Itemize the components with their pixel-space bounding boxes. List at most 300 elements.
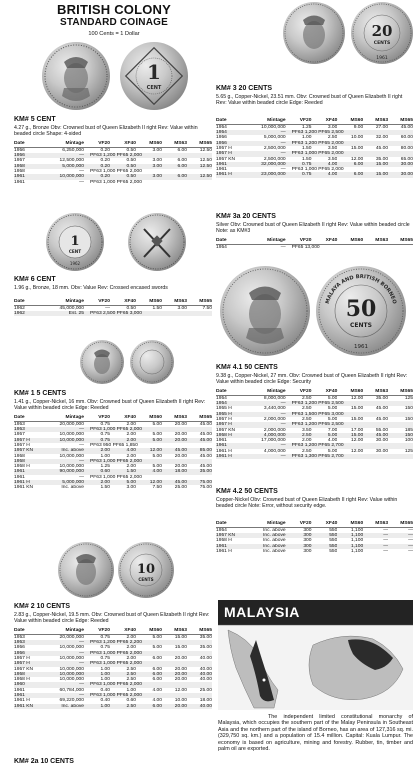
table-cell: PF63 1,200 PF65 2,200 — [84, 640, 212, 645]
table-cell: 2.00 — [84, 448, 110, 453]
column-header: MS65 — [187, 415, 212, 421]
km3a-description: Silver Obv: Crowned bust of Queen Elizabeth II right Rev: Value within beaded circle Note: as KM#3 — [216, 222, 410, 235]
table-cell: 1958 — [14, 459, 44, 464]
table-cell: — — [408, 527, 413, 533]
table-cell: 0.75 — [84, 438, 110, 443]
table-cell: — — [44, 693, 84, 698]
table-cell: 1.25 — [100, 464, 110, 470]
table-cell: 45.00 — [187, 438, 212, 443]
table-cell: 6.00 — [152, 666, 162, 672]
column-header: Date — [14, 415, 44, 421]
table-cell: 1955 H — [216, 406, 232, 412]
table-cell: 3.00 — [126, 485, 136, 491]
column-header: XF40 — [110, 415, 136, 421]
table-cell: PF63 1,000 PF65 2,000 — [90, 168, 142, 174]
table-row — [14, 485, 212, 490]
table-cell: 32,000,000 — [246, 162, 286, 167]
table-cell: PF63 1,200 PF65 2,000 — [84, 153, 212, 158]
km42-title: KM# 4.2 50 CENTS — [216, 488, 278, 495]
table-cell: 1962 — [14, 305, 25, 311]
table-cell: 18.00 — [162, 469, 187, 474]
table-cell: 1956 — [14, 153, 44, 158]
table-cell: 1961 — [216, 167, 227, 173]
column-header: MS63 — [162, 415, 187, 421]
table-cell: PF63 950 PF65 1,850 — [90, 442, 138, 448]
table-cell: 15.00 — [350, 406, 364, 412]
right-column — [216, 0, 414, 767]
table-cell: 15.00 — [174, 645, 187, 651]
table-cell: 6.00 — [337, 162, 363, 167]
km6-table — [14, 299, 212, 316]
table-cell: 1.00 — [301, 135, 312, 141]
table-cell: 6,250,000 — [62, 147, 84, 153]
table-cell: 0.60 — [84, 469, 110, 474]
table-cell: 1954 — [216, 527, 227, 533]
column-header: Mintage — [44, 415, 84, 421]
table-cell: 0.75 — [100, 645, 110, 651]
table-cell: 2.00 — [126, 655, 136, 661]
table-cell: Inc. above — [263, 527, 286, 533]
table-row — [216, 454, 413, 459]
km5-description: 4.27 g., Bronze Obv: Crowned bust of Queen Elizabeth II right Rev: Value within beaded circle Shape: 4-sided — [14, 125, 198, 138]
table-cell: 550 — [312, 544, 338, 549]
column-header: VF20 — [286, 118, 312, 124]
table-cell: 1957 KN — [216, 533, 246, 538]
table-cell: 0.20 — [84, 164, 110, 169]
table-cell: 6.00 — [136, 704, 162, 709]
table-cell: 5.00 — [327, 395, 338, 401]
table-cell: 18.00 — [199, 698, 212, 704]
table-cell: 1957 H — [14, 661, 44, 666]
km1-title: KM# 1 5 CENTS — [14, 390, 67, 397]
table-cell: Inc. above — [263, 548, 286, 554]
table-cell: 1.00 — [100, 453, 110, 459]
table-cell: 15.00 — [174, 634, 187, 640]
table-cell: 1957 H — [216, 151, 246, 156]
column-header: MS60 — [337, 238, 363, 244]
table-cell: 2.00 — [301, 438, 312, 444]
table-cell: 10,000,000 — [59, 645, 84, 651]
table-cell: 0.75 — [286, 162, 312, 167]
table-cell: 1,100 — [350, 527, 364, 533]
table-cell: 3.00 — [136, 174, 162, 179]
table-cell: 300 — [303, 527, 312, 533]
table-cell: 2,500,000 — [263, 156, 286, 162]
fifty-cents-value: 50 — [345, 296, 377, 322]
table-cell: 3.00 — [136, 164, 162, 169]
coin-km5-reverse — [120, 42, 188, 110]
table-cell: 5.00 — [136, 438, 162, 443]
table-cell: 0.75 — [100, 421, 110, 427]
table-cell: 1954 — [216, 130, 246, 135]
table-cell: 20.00 — [174, 655, 187, 661]
table-cell: — — [44, 682, 84, 687]
column-header: VF20 — [286, 238, 312, 244]
km3-description: 5.65 g., Copper-Nickel, 23.51 mm. Obv: Crowned bust of Queen Elizabeth II right Rev: Value within beaded circle Edge: Reeded — [216, 94, 403, 107]
table-cell: 2.50 — [110, 672, 136, 677]
table-cell: 45.00 — [400, 124, 413, 130]
table-cell: 550 — [312, 533, 338, 538]
table-cell: PF63 1,200 PF65 2,500 — [286, 422, 413, 427]
table-cell: PF63 1,200 PF65 2,500 — [286, 130, 413, 135]
table-cell: 1.00 — [84, 672, 110, 677]
table-cell: 1958 — [14, 672, 44, 677]
km2a-title: KM# 2a 10 CENTS — [14, 758, 74, 765]
km41-title: KM# 4.1 50 CENTS — [216, 364, 278, 371]
fifty-cents-year: 1961 — [354, 344, 368, 350]
table-cell: 6.00 — [152, 655, 162, 661]
column-header: Mintage — [246, 118, 286, 124]
column-header: MS65 — [388, 238, 413, 244]
twenty-cents-value: 20 — [371, 22, 393, 40]
table-cell: 1958 — [14, 168, 25, 174]
column-header: MS65 — [187, 299, 212, 305]
table-cell: 550 — [329, 548, 338, 554]
table-cell: 2.00 — [84, 480, 110, 485]
table-cell: 1961 — [216, 544, 246, 549]
table-cell: 1961 H — [216, 548, 232, 554]
column-header: XF40 — [312, 521, 338, 527]
table-cell: 6.00 — [177, 147, 187, 153]
table-cell: — — [383, 527, 389, 533]
one-cent-round-value: 1 — [70, 234, 80, 249]
table-cell: Est. 25 — [44, 311, 84, 316]
column-header: Mintage — [44, 628, 84, 634]
table-cell: 0.50 — [126, 305, 136, 311]
ten-cents-unit: CENTS — [138, 577, 154, 582]
table-cell: 1960 — [14, 682, 44, 687]
table-cell: — — [44, 651, 84, 656]
coin-km3-reverse — [351, 2, 413, 64]
table-cell: 6.00 — [152, 677, 162, 683]
table-cell: 45.00 — [199, 432, 212, 438]
table-cell: 1954 — [216, 244, 227, 250]
ten-cents-value: 10 — [136, 562, 156, 577]
queen-portrait-icon — [42, 42, 110, 110]
table-cell: — — [79, 168, 84, 174]
table-cell: 3.00 — [327, 124, 338, 130]
table-cell: 1962 — [14, 311, 44, 316]
table-cell: 30.00 — [375, 438, 389, 444]
table-cell: 85.00 — [187, 448, 212, 453]
column-header: MS65 — [388, 118, 413, 124]
table-cell: 2.50 — [126, 666, 136, 672]
table-cell: 45.00 — [199, 453, 212, 459]
km2-table — [14, 628, 212, 709]
column-header: Date — [14, 628, 44, 634]
coin-km4-obverse — [220, 266, 310, 356]
km3a-title: KM# 3a 20 CENTS — [216, 213, 276, 220]
table-cell: 0.75 — [100, 432, 110, 438]
table-cell: 5.00 — [327, 416, 338, 422]
table-cell: 1957 KN — [216, 427, 236, 433]
table-cell: 10,000,000 — [261, 124, 286, 130]
table-cell: 5.00 — [327, 406, 338, 412]
table-cell: — — [246, 130, 286, 135]
table-cell: 25.00 — [199, 687, 212, 693]
table-cell: 1958 — [14, 453, 25, 459]
table-cell: 1.50 — [301, 145, 312, 151]
table-cell: 125 — [404, 395, 413, 401]
table-cell: 0.60 — [126, 698, 136, 704]
table-cell: 1955 H — [216, 412, 246, 417]
column-header: MS65 — [187, 141, 212, 147]
km41-table — [216, 389, 413, 459]
table-cell: 0.20 — [100, 147, 110, 153]
malaya-legend: MALAYA AND BRITISH BORNEO — [324, 273, 398, 305]
table-cell: 1.25 — [301, 124, 312, 130]
table-cell: 55.00 — [375, 427, 389, 433]
table-cell: PF63 1,000 PF65 2,000 — [286, 151, 413, 156]
table-cell: 12.00 — [350, 395, 364, 401]
column-header: VF20 — [84, 415, 110, 421]
table-cell: 6.00 — [177, 158, 187, 164]
malaysia-description: The independent limited constitutional monarchy of Malaysia, which occupies the southern part of the Malay Peninsula in Southeast Asia and the northern part of the island of Borneo, has an area of 127,316 sq. mi. (329,750 sq. km.) and a population of 15.4 million. Capital: Kuala Lumpur. The economy is based on agriculture, mining and forestry. Rubber, tin, timber and palm oil are exported. — [218, 714, 413, 753]
table-cell: 3.00 — [152, 158, 162, 164]
table-cell: PF63 1,500 PF65 3,000 — [286, 412, 413, 417]
table-cell: 1954 — [216, 395, 227, 401]
table-cell: 2.00 — [126, 421, 136, 427]
table-cell: 45.00 — [162, 480, 187, 485]
table-cell: 4.00 — [110, 448, 136, 453]
column-header: MS60 — [337, 118, 363, 124]
one-cent-square-value: 1 — [147, 60, 161, 84]
table-cell: 4.00 — [312, 162, 338, 167]
table-cell: — — [280, 167, 286, 173]
table-cell: PF63 1,000 PF65 2,000 — [90, 474, 142, 480]
table-cell: 20,000,000 — [59, 634, 84, 640]
km42-table — [216, 521, 413, 554]
table-cell: 5,000,000 — [44, 164, 84, 169]
table-cell: 1961 — [14, 469, 44, 474]
table-cell: 1961 — [14, 174, 44, 179]
table-cell: 1.50 — [110, 469, 136, 474]
table-cell: Inc. above — [263, 538, 286, 544]
table-row — [14, 180, 212, 185]
column-header: MS63 — [363, 118, 388, 124]
column-header: XF40 — [312, 118, 338, 124]
table-cell: 3.50 — [327, 156, 338, 162]
table-cell: — — [44, 153, 84, 158]
table-cell: 30.00 — [388, 162, 413, 167]
table-cell: 35.00 — [375, 156, 389, 162]
table-cell: 185 — [404, 427, 413, 433]
table-cell: 80.00 — [400, 145, 413, 151]
table-cell: 125 — [404, 448, 413, 454]
table-cell: 30.00 — [375, 448, 389, 454]
table-cell: 12.00 — [174, 687, 187, 693]
column-header: MS60 — [136, 415, 162, 421]
table-cell: 12.50 — [199, 158, 212, 164]
table-cell: — — [246, 401, 286, 406]
table-cell: 45.00 — [363, 433, 388, 438]
table-cell: Inc. above — [44, 448, 84, 453]
table-cell: 300 — [303, 548, 312, 554]
table-cell: 1958 — [14, 164, 44, 169]
column-header: VF20 — [84, 628, 110, 634]
table-cell: 10,000,000 — [59, 464, 84, 470]
table-cell: 550 — [329, 538, 338, 544]
table-cell: 20.00 — [174, 677, 187, 683]
table-cell: 20.00 — [174, 421, 187, 427]
table-cell: PF63 1,000 PF65 2,000 — [84, 427, 212, 432]
table-cell: — — [383, 538, 389, 544]
table-cell: PF65 13,000 — [291, 244, 320, 250]
table-cell: 12.00 — [136, 480, 162, 485]
table-cell: 15.00 — [350, 416, 364, 422]
table-cell: 1.00 — [126, 687, 136, 693]
km6-title: KM# 6 CENT — [14, 276, 56, 283]
table-cell: 6.00 — [162, 164, 187, 169]
table-cell: 0.75 — [100, 634, 110, 640]
table-cell: 10,000,000 — [59, 432, 84, 438]
table-cell: 40.00 — [199, 677, 212, 683]
km5-table — [14, 141, 212, 185]
table-row — [216, 549, 413, 554]
km3-table — [216, 118, 413, 178]
table-cell: 1956 — [216, 135, 227, 141]
table-cell: 1961 — [216, 443, 246, 448]
km3a-table — [216, 238, 413, 250]
column-header: MS65 — [388, 521, 413, 527]
twenty-cents-unit: CENTS — [373, 41, 391, 46]
section-title: STANDARD COINAGE — [59, 17, 168, 28]
table-cell: 30.00 — [388, 172, 413, 177]
table-cell: 12,500,000 — [59, 158, 84, 164]
table-cell: — — [408, 548, 413, 554]
km1-table — [14, 415, 212, 491]
table-cell: 0.75 — [286, 172, 312, 177]
column-header: MS65 — [187, 628, 212, 634]
table-cell: — — [388, 533, 413, 538]
table-cell: 3.00 — [177, 305, 187, 311]
table-cell: 1957 — [14, 432, 25, 438]
table-cell: PF63 1,000 PF65 2,000 — [90, 179, 142, 185]
coin-km6-obverse — [46, 213, 104, 271]
table-cell: 45.00 — [162, 448, 187, 453]
table-cell: 1957 H — [216, 145, 232, 151]
table-cell: 0.50 — [126, 147, 136, 153]
table-cell: 20.00 — [174, 666, 187, 672]
table-cell: 300 — [303, 538, 312, 544]
table-cell: 5,000,000 — [263, 135, 286, 141]
table-cell: 1957 KN — [216, 156, 236, 162]
table-cell: 1961 — [216, 438, 227, 444]
table-cell: 4.00 — [327, 438, 338, 444]
table-cell: 1961 H — [14, 698, 30, 704]
table-cell: 1954 — [216, 401, 246, 406]
table-cell: PF63 1,300 PF65 2,700 — [286, 454, 413, 459]
table-cell: 1953 — [14, 421, 25, 427]
table-cell: 2.50 — [301, 406, 312, 412]
column-header: MS63 — [363, 389, 388, 395]
table-cell: 1961 KN — [14, 485, 34, 491]
table-cell: 4.00 — [312, 172, 338, 177]
table-cell: 35.00 — [375, 395, 389, 401]
km2-description: 2.83 g., Copper-Nickel, 19.5 mm. Obv: Crowned bust of Queen Elizabeth II right Rev: Value within beaded circle Edge: Reeded — [14, 612, 210, 625]
table-cell: 0.20 — [84, 174, 110, 179]
table-cell: 65.00 — [400, 156, 413, 162]
table-cell: 2.00 — [126, 432, 136, 438]
table-cell: 300 — [286, 544, 312, 549]
coin-km6-reverse — [128, 213, 186, 271]
column-header: MS63 — [162, 141, 187, 147]
table-cell: 20.00 — [174, 464, 187, 470]
table-cell: 2.00 — [110, 438, 136, 443]
table-cell: 3,440,000 — [263, 406, 286, 412]
table-cell: PF63 1,000 PF65 2,000 — [84, 693, 212, 698]
table-cell: 5.00 — [152, 421, 162, 427]
table-cell: 10,000,000 — [44, 174, 84, 179]
table-cell: 1961 — [14, 179, 25, 185]
table-cell: PF63 1,200 PF65 2,500 — [286, 401, 413, 406]
table-cell: 5.00 — [110, 480, 136, 485]
table-cell: 20.00 — [174, 432, 187, 438]
table-cell: 12.00 — [350, 438, 364, 444]
table-cell: 1958 H — [14, 464, 30, 470]
table-cell: 1957 H — [14, 442, 30, 448]
table-cell: 1,100 — [350, 538, 364, 544]
table-cell: 1956 — [14, 147, 25, 153]
table-cell: 4.00 — [152, 687, 162, 693]
table-cell: 2.50 — [301, 395, 312, 401]
coin-km2-obverse — [58, 542, 114, 598]
table-cell: 40.00 — [199, 655, 212, 661]
table-cell: 0.50 — [110, 164, 136, 169]
table-cell: 6.00 — [337, 172, 363, 177]
table-cell: 60.00 — [400, 135, 413, 141]
table-cell: PF63 1,000 PF65 2,000 — [291, 167, 344, 173]
table-cell: 5.00 — [327, 448, 338, 454]
table-cell: 2.00 — [126, 645, 136, 651]
table-cell: 7.50 — [152, 485, 162, 491]
table-cell: 1957 H — [14, 438, 44, 443]
table-cell: 5.00 — [312, 433, 338, 438]
column-header: MS63 — [162, 628, 187, 634]
column-header: MS60 — [136, 299, 162, 305]
table-cell: 1954 — [216, 124, 227, 130]
table-cell: 2,000,000 — [263, 427, 286, 433]
table-cell: 3.50 — [301, 427, 312, 433]
table-cell: 5,000,000 — [44, 480, 84, 485]
table-cell: 2.00 — [126, 634, 136, 640]
table-cell: 9.00 — [353, 124, 364, 130]
table-cell: 10,000,000 — [44, 672, 84, 677]
map-shapes — [218, 600, 413, 710]
table-cell: 45,000,000 — [59, 305, 84, 311]
table-cell: — — [246, 443, 286, 448]
table-cell: 12.50 — [199, 147, 212, 153]
table-cell: 1953 — [14, 640, 44, 645]
km42-description: Copper-Nickel Obv: Crowned bust of Queen Elizabeth II right Rev: Value within beaded circle Note: Error, without security edge. — [216, 497, 398, 510]
table-cell: 2.50 — [301, 416, 312, 422]
one-cent-round-unit: CENT — [68, 249, 82, 254]
table-cell: 7.50 — [202, 305, 212, 311]
table-cell: 7.00 — [327, 427, 338, 433]
table-cell: PF63 1,000 PF65 2,000 — [84, 661, 212, 666]
table-cell: — — [388, 544, 413, 549]
table-cell: 15.00 — [363, 162, 388, 167]
table-cell: 35.00 — [199, 634, 212, 640]
table-cell: 1957 — [14, 158, 25, 164]
table-cell: 1.00 — [100, 677, 110, 683]
table-cell: 23,000,000 — [246, 172, 286, 177]
table-cell: 6.00 — [162, 174, 187, 179]
column-header: Mintage — [44, 141, 84, 147]
table-cell: 40.00 — [187, 672, 212, 677]
table-cell: 1.50 — [100, 485, 110, 491]
table-cell: 20.00 — [162, 672, 187, 677]
